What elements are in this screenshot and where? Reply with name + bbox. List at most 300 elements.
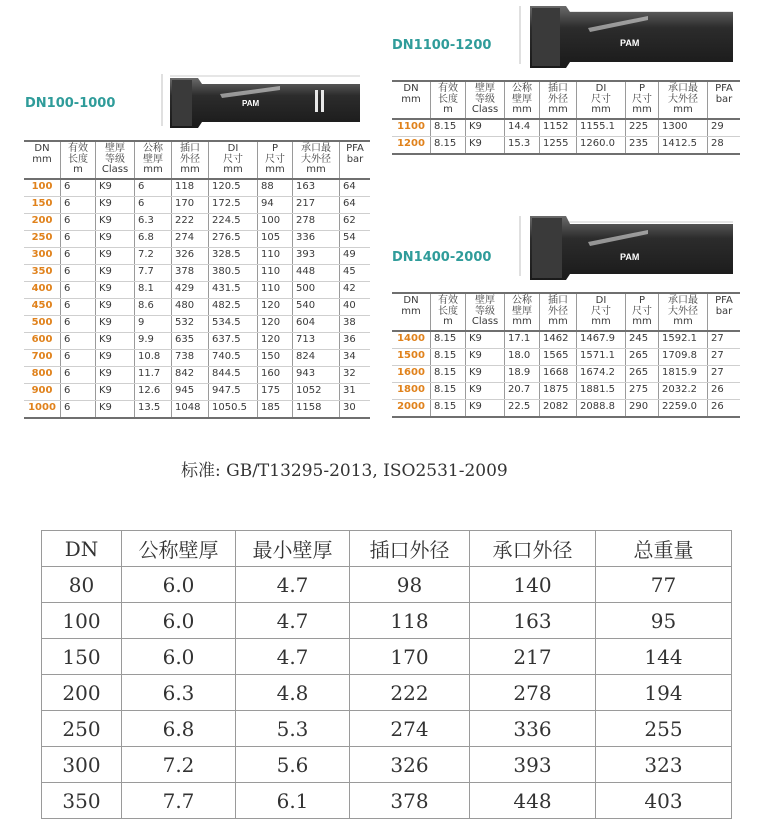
column-header: 插口 外径 mm — [172, 141, 209, 179]
table-row — [42, 711, 732, 747]
table-cell: 713 — [293, 332, 340, 349]
table-cell: K9 — [466, 331, 505, 349]
table-cell: 323 — [596, 747, 732, 783]
table-cell: 275 — [626, 382, 659, 399]
table-cell: 160 — [258, 366, 293, 383]
column-header: 插口外径 — [350, 531, 470, 567]
table-row — [24, 400, 370, 418]
table-cell: 222 — [172, 213, 209, 230]
table-cell: 100 — [258, 213, 293, 230]
table-cell: K9 — [96, 264, 135, 281]
table-cell: 1200 — [392, 136, 431, 154]
table-cell: 8.15 — [431, 348, 466, 365]
table-cell: 217 — [470, 639, 596, 675]
table-cell: 7.2 — [122, 747, 236, 783]
column-header: DN mm — [401, 83, 421, 105]
table-cell: 278 — [470, 675, 596, 711]
table-cell: 245 — [626, 331, 659, 349]
table-cell: K9 — [96, 298, 135, 315]
table-cell: 1300 — [659, 119, 708, 137]
table-cell: 62 — [340, 213, 371, 230]
table-cell: 120 — [258, 332, 293, 349]
table-cell: 80 — [42, 567, 122, 603]
table-cell: 40 — [340, 298, 371, 315]
column-header: 最小壁厚 — [236, 531, 350, 567]
table-cell: 738 — [172, 349, 209, 366]
table-cell: 2000 — [392, 399, 431, 417]
table-cell: 8.6 — [135, 298, 172, 315]
table-cell: 225 — [626, 119, 659, 137]
table-cell: 6 — [61, 349, 96, 366]
table-cell: 22.5 — [505, 399, 540, 417]
table-row — [392, 399, 740, 417]
table-cell: 26 — [708, 382, 741, 399]
table-row — [392, 119, 740, 137]
pipe-illustration-dn1100-1200 — [508, 2, 738, 72]
column-header: P 尺寸 mm — [626, 293, 659, 331]
table-cell: 540 — [293, 298, 340, 315]
table-cell: 8.15 — [431, 399, 466, 417]
table-cell: 6 — [61, 179, 96, 197]
table-cell: 42 — [340, 281, 371, 298]
table-cell: 1800 — [392, 382, 431, 399]
table-cell: 500 — [24, 315, 61, 332]
table-row — [24, 196, 370, 213]
table-cell: K9 — [96, 315, 135, 332]
table-cell: 15.3 — [505, 136, 540, 154]
table-cell: K9 — [466, 348, 505, 365]
table-cell: 6 — [61, 213, 96, 230]
table-cell: 54 — [340, 230, 371, 247]
table-cell: 17.1 — [505, 331, 540, 349]
table-cell: 150 — [24, 196, 61, 213]
table-cell: 6 — [61, 247, 96, 264]
spec-table-dn1100-1200 — [392, 80, 740, 155]
table-cell: 20.7 — [505, 382, 540, 399]
table-cell: 18.0 — [505, 348, 540, 365]
table-cell: 400 — [24, 281, 61, 298]
spec-table-dn1400-2000 — [392, 292, 740, 418]
pipe-brand-logo: PAM — [242, 99, 260, 108]
table-cell: 32 — [340, 366, 371, 383]
table-cell: 350 — [24, 264, 61, 281]
table-row — [24, 366, 370, 383]
table-cell: 2259.0 — [659, 399, 708, 417]
table-cell: 1875 — [540, 382, 577, 399]
table-cell: 500 — [293, 281, 340, 298]
table-cell: 175 — [258, 383, 293, 400]
table-cell: 118 — [172, 179, 209, 197]
table-cell: 222 — [350, 675, 470, 711]
column-header: 承口最 大外径 mm — [659, 293, 708, 331]
table-cell: 6 — [61, 332, 96, 349]
table-cell: 110 — [258, 264, 293, 281]
table-cell: K9 — [466, 399, 505, 417]
column-header: 总重量 — [596, 531, 732, 567]
table-cell: 150 — [258, 349, 293, 366]
table-cell: 170 — [172, 196, 209, 213]
table-cell: 482.5 — [209, 298, 258, 315]
table-cell: 105 — [258, 230, 293, 247]
table-cell: 100 — [24, 179, 61, 197]
column-header: PFA bar — [708, 81, 741, 119]
table-row — [24, 247, 370, 264]
table-cell: 30 — [340, 400, 371, 418]
column-header: 壁厚 等级 Class — [466, 81, 505, 119]
table-cell: 844.5 — [209, 366, 258, 383]
table-cell: K9 — [96, 179, 135, 197]
table-row — [24, 230, 370, 247]
table-cell: 255 — [596, 711, 732, 747]
column-header: DN mm — [401, 295, 421, 317]
table-cell: K9 — [466, 365, 505, 382]
table-cell: 77 — [596, 567, 732, 603]
column-header: P 尺寸 mm — [258, 141, 293, 179]
table-cell: 98 — [350, 567, 470, 603]
table-cell: 28 — [708, 136, 741, 154]
table-cell: 6 — [61, 196, 96, 213]
column-header: PFA bar — [340, 141, 371, 179]
table-cell: 1152 — [540, 119, 577, 137]
table-cell: 94 — [258, 196, 293, 213]
table-cell: 27 — [708, 365, 741, 382]
table-cell: 1668 — [540, 365, 577, 382]
table-cell: 8.15 — [431, 382, 466, 399]
column-header: 承口外径 — [470, 531, 596, 567]
table-cell: 450 — [24, 298, 61, 315]
table-cell: 6.3 — [135, 213, 172, 230]
table-cell: 1881.5 — [577, 382, 626, 399]
table-cell: K9 — [96, 366, 135, 383]
table-cell: 1100 — [392, 119, 431, 137]
table-cell: 274 — [350, 711, 470, 747]
table-cell: 10.8 — [135, 349, 172, 366]
table-cell: 6 — [135, 196, 172, 213]
table-row — [24, 213, 370, 230]
table-row — [24, 264, 370, 281]
table-row — [24, 281, 370, 298]
column-header: DI 尺寸 mm — [209, 141, 258, 179]
table-cell: 1600 — [392, 365, 431, 382]
table-row — [392, 331, 740, 349]
table-cell: 6.0 — [122, 567, 236, 603]
table-row — [24, 298, 370, 315]
table-cell: 393 — [293, 247, 340, 264]
table-row — [24, 179, 370, 197]
pipe-illustration-dn100-1000 — [150, 64, 365, 136]
table-cell: 7.7 — [122, 783, 236, 819]
table-cell: 378 — [350, 783, 470, 819]
column-header: 有效 长度 m — [431, 81, 466, 119]
table-cell: 7.2 — [135, 247, 172, 264]
table-cell: 8.15 — [431, 331, 466, 349]
table-cell: 36 — [340, 332, 371, 349]
column-header: 承口最 大外径 mm — [659, 81, 708, 119]
table-cell: 1467.9 — [577, 331, 626, 349]
column-header: 公称 壁厚 mm — [505, 81, 540, 119]
table-cell: K9 — [96, 281, 135, 298]
table-cell: 2088.8 — [577, 399, 626, 417]
table-cell: 6 — [61, 230, 96, 247]
table-cell: 7.7 — [135, 264, 172, 281]
table-cell: 120.5 — [209, 179, 258, 197]
table-cell: K9 — [96, 332, 135, 349]
table-cell: 64 — [340, 179, 371, 197]
table-cell: 250 — [42, 711, 122, 747]
table-cell: 163 — [293, 179, 340, 197]
table-cell: 2032.2 — [659, 382, 708, 399]
table-cell: 6.3 — [122, 675, 236, 711]
table-cell: 6.0 — [122, 639, 236, 675]
table-cell: 1462 — [540, 331, 577, 349]
table-cell: 120 — [258, 298, 293, 315]
table-cell: 95 — [596, 603, 732, 639]
table-cell: 1412.5 — [659, 136, 708, 154]
table-cell: 45 — [340, 264, 371, 281]
table-cell: 1592.1 — [659, 331, 708, 349]
table-cell: 276.5 — [209, 230, 258, 247]
table-row — [392, 382, 740, 399]
table-row — [24, 332, 370, 349]
table-row — [392, 136, 740, 154]
spec-table-dn100-1000 — [24, 140, 370, 419]
table-cell: 800 — [24, 366, 61, 383]
table-cell: K9 — [466, 136, 505, 154]
pipe-illustration-dn1400-2000 — [508, 212, 738, 284]
table-cell: 6 — [61, 383, 96, 400]
table-row — [392, 348, 740, 365]
table-cell: 140 — [470, 567, 596, 603]
table-cell: 290 — [626, 399, 659, 417]
table-cell: 1709.8 — [659, 348, 708, 365]
table-row — [42, 603, 732, 639]
table-row — [42, 639, 732, 675]
pipe-brand-logo: PAM — [620, 38, 640, 48]
table-cell: 431.5 — [209, 281, 258, 298]
table-cell: 480 — [172, 298, 209, 315]
table-row — [42, 747, 732, 783]
table-cell: 8.15 — [431, 119, 466, 137]
table-cell: 336 — [470, 711, 596, 747]
table-cell: 5.3 — [236, 711, 350, 747]
table-cell: K9 — [96, 230, 135, 247]
table-cell: 235 — [626, 136, 659, 154]
table-row — [24, 315, 370, 332]
table-cell: 278 — [293, 213, 340, 230]
table-cell: 88 — [258, 179, 293, 197]
table-cell: 250 — [24, 230, 61, 247]
table-cell: 11.7 — [135, 366, 172, 383]
table-cell: 200 — [24, 213, 61, 230]
column-header: 壁厚 等级 Class — [96, 141, 135, 179]
table-cell: 1260.0 — [577, 136, 626, 154]
table-cell: 4.7 — [236, 603, 350, 639]
table-cell: 172.5 — [209, 196, 258, 213]
table-cell: 6 — [61, 298, 96, 315]
section-heading-dn100-1000: DN100-1000 — [25, 96, 116, 111]
table-cell: 265 — [626, 365, 659, 382]
column-header: 公称 壁厚 mm — [135, 141, 172, 179]
table-row — [42, 783, 732, 819]
table-cell: K9 — [96, 349, 135, 366]
table-cell: 6 — [61, 366, 96, 383]
table-cell: 403 — [596, 783, 732, 819]
table-cell: 1155.1 — [577, 119, 626, 137]
table-cell: 1815.9 — [659, 365, 708, 382]
section-heading-dn1400-2000: DN1400-2000 — [392, 250, 492, 265]
table-cell: 64 — [340, 196, 371, 213]
table-cell: K9 — [96, 213, 135, 230]
table-cell: 300 — [24, 247, 61, 264]
table-cell: 6 — [61, 315, 96, 332]
column-header: 有效 长度 m — [61, 141, 96, 179]
table-cell: 448 — [293, 264, 340, 281]
table-cell: 8.15 — [431, 365, 466, 382]
table-cell: K9 — [96, 400, 135, 418]
table-cell: 217 — [293, 196, 340, 213]
table-cell: K9 — [96, 247, 135, 264]
column-header: 承口最 大外径 mm — [293, 141, 340, 179]
table-cell: 18.9 — [505, 365, 540, 382]
table-cell: 6 — [61, 281, 96, 298]
column-header: DN — [42, 531, 122, 567]
table-cell: 6 — [135, 179, 172, 197]
table-cell: 6.8 — [135, 230, 172, 247]
table-cell: 4.7 — [236, 567, 350, 603]
table-cell: 13.5 — [135, 400, 172, 418]
table-cell: 1500 — [392, 348, 431, 365]
table-cell: 27 — [708, 348, 741, 365]
table-cell: 49 — [340, 247, 371, 264]
table-cell: 194 — [596, 675, 732, 711]
table-cell: 9 — [135, 315, 172, 332]
column-header: 插口 外径 mm — [540, 81, 577, 119]
table-cell: 300 — [42, 747, 122, 783]
table-cell: 380.5 — [209, 264, 258, 281]
table-cell: 600 — [24, 332, 61, 349]
table-cell: 1400 — [392, 331, 431, 349]
table-cell: 1674.2 — [577, 365, 626, 382]
table-cell: 110 — [258, 281, 293, 298]
table-cell: 1565 — [540, 348, 577, 365]
column-header: P 尺寸 mm — [626, 81, 659, 119]
table-cell: 6 — [61, 400, 96, 418]
table-row — [24, 383, 370, 400]
table-cell: 740.5 — [209, 349, 258, 366]
table-cell: 1000 — [24, 400, 61, 418]
table-cell: 532 — [172, 315, 209, 332]
table-cell: 336 — [293, 230, 340, 247]
table-cell: 224.5 — [209, 213, 258, 230]
table-cell: 947.5 — [209, 383, 258, 400]
table-cell: 274 — [172, 230, 209, 247]
weight-table — [41, 530, 732, 819]
table-cell: 27 — [708, 331, 741, 349]
column-header: 有效 长度 m — [431, 293, 466, 331]
column-header: PFA bar — [708, 293, 741, 331]
section-heading-dn1100-1200: DN1100-1200 — [392, 38, 492, 53]
table-row — [24, 349, 370, 366]
table-cell: 448 — [470, 783, 596, 819]
table-cell: 1048 — [172, 400, 209, 418]
table-cell: 144 — [596, 639, 732, 675]
table-cell: 1255 — [540, 136, 577, 154]
standard-text: 标准: GB/T13295-2013, ISO2531-2009 — [181, 461, 508, 481]
table-cell: 163 — [470, 603, 596, 639]
table-cell: K9 — [466, 119, 505, 137]
table-cell: 31 — [340, 383, 371, 400]
table-cell: 265 — [626, 348, 659, 365]
table-cell: 328.5 — [209, 247, 258, 264]
table-cell: 12.6 — [135, 383, 172, 400]
table-cell: 100 — [42, 603, 122, 639]
table-cell: 110 — [258, 247, 293, 264]
table-cell: K9 — [466, 382, 505, 399]
table-cell: 34 — [340, 349, 371, 366]
table-cell: 604 — [293, 315, 340, 332]
pipe-brand-logo: PAM — [620, 252, 640, 262]
table-cell: K9 — [96, 196, 135, 213]
table-cell: 170 — [350, 639, 470, 675]
table-cell: 185 — [258, 400, 293, 418]
table-cell: 534.5 — [209, 315, 258, 332]
table-cell: 326 — [350, 747, 470, 783]
table-cell: 2082 — [540, 399, 577, 417]
table-cell: 200 — [42, 675, 122, 711]
table-cell: 6.8 — [122, 711, 236, 747]
table-cell: 118 — [350, 603, 470, 639]
table-cell: 378 — [172, 264, 209, 281]
table-cell: 429 — [172, 281, 209, 298]
table-cell: 637.5 — [209, 332, 258, 349]
table-cell: K9 — [96, 383, 135, 400]
table-cell: 326 — [172, 247, 209, 264]
table-cell: 350 — [42, 783, 122, 819]
column-header: DI 尺寸 mm — [577, 293, 626, 331]
table-cell: 14.4 — [505, 119, 540, 137]
column-header: 公称壁厚 — [122, 531, 236, 567]
table-cell: 150 — [42, 639, 122, 675]
table-cell: 29 — [708, 119, 741, 137]
table-cell: 8.1 — [135, 281, 172, 298]
column-header: DN mm — [32, 143, 52, 165]
table-cell: 1052 — [293, 383, 340, 400]
table-cell: 6.1 — [236, 783, 350, 819]
table-cell: 945 — [172, 383, 209, 400]
table-cell: 8.15 — [431, 136, 466, 154]
column-header: 公称 壁厚 mm — [505, 293, 540, 331]
table-cell: 700 — [24, 349, 61, 366]
table-row — [42, 675, 732, 711]
table-cell: 635 — [172, 332, 209, 349]
table-cell: 4.7 — [236, 639, 350, 675]
table-cell: 943 — [293, 366, 340, 383]
column-header: 壁厚 等级 Class — [466, 293, 505, 331]
table-cell: 900 — [24, 383, 61, 400]
table-cell: 26 — [708, 399, 741, 417]
column-header: 插口 外径 mm — [540, 293, 577, 331]
table-cell: 6 — [61, 264, 96, 281]
table-cell: 1571.1 — [577, 348, 626, 365]
table-row — [392, 365, 740, 382]
table-cell: 1050.5 — [209, 400, 258, 418]
table-cell: 4.8 — [236, 675, 350, 711]
column-header: DI 尺寸 mm — [577, 81, 626, 119]
table-cell: 1158 — [293, 400, 340, 418]
table-cell: 842 — [172, 366, 209, 383]
table-cell: 5.6 — [236, 747, 350, 783]
table-cell: 6.0 — [122, 603, 236, 639]
